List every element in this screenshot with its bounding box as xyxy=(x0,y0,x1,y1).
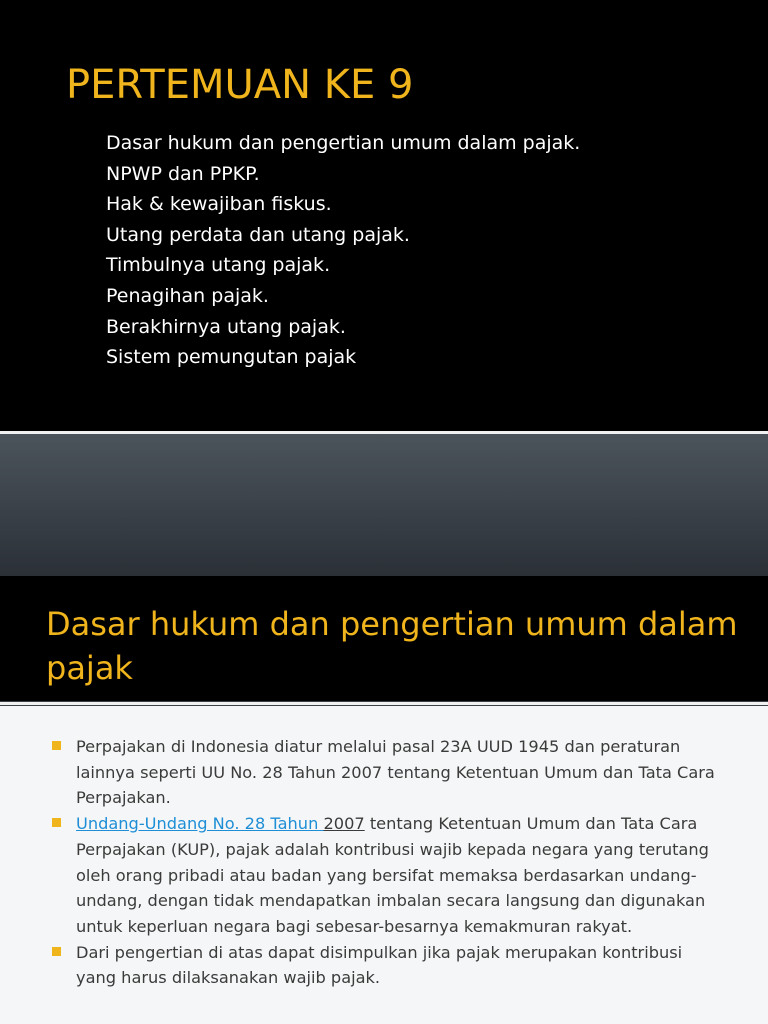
topic-item: Hak & kewajiban fiskus. xyxy=(106,193,332,216)
bullet-item xyxy=(0,734,716,811)
bullet-list xyxy=(0,734,716,991)
slide-gap-band xyxy=(0,434,768,576)
topic-item: Sistem pemungutan pajak xyxy=(106,346,357,369)
topic-item: Penagihan pajak. xyxy=(106,284,269,307)
topic-item: Dasar hukum dan pengertian umum dalam pajak. xyxy=(106,132,581,154)
bullet-square-icon xyxy=(52,818,61,827)
slide-title: PERTEMUAN KE 9 xyxy=(66,62,414,108)
bullet-square-icon xyxy=(52,947,61,956)
topic-item: Berakhirnya utang pajak. xyxy=(106,315,346,338)
uu-28-link[interactable]: Undang-Undang No. 28 Tahun xyxy=(76,814,324,834)
slide-dasar-hukum-header xyxy=(0,576,768,701)
topic-item: Timbulnya utang pajak. xyxy=(106,254,331,277)
bullet-item xyxy=(0,940,716,991)
bullet-item xyxy=(0,811,716,940)
slide-divider xyxy=(0,702,768,705)
slide-title: Dasar hukum dan pengertian umum dalam pajak xyxy=(46,605,738,687)
bullet-text: Perpajakan di Indonesia diatur melalui pasal 23A UUD 1945 dan peraturan lainnya seperti UU No. 28 Tahun 2007 tentang Ketentuan Umum dan Tata Cara Perpajakan. xyxy=(76,737,715,808)
slide-pertemuan-ke-9 xyxy=(0,0,768,431)
bullet-text: Dari pengertian di atas dapat disimpulkan jika pajak merupakan kontribusi yang harus dilaksanakan wajib pajak. xyxy=(76,942,683,988)
uu-year-text: 2007 xyxy=(323,814,365,834)
bullet-text: tentang Ketentuan Umum dan Tata Cara Perpajakan (KUP), pajak adalah kontribusi wajib kepada negara yang terutang oleh orang pribadi atau badan yang bersifat memaksa berdasarkan undang-undang, dengan tidak mendapatkan imbalan secara langsung dan digunakan untuk keperluan negara bagi sebesar-besarnya kemakmuran rakyat. xyxy=(76,814,709,936)
topic-list xyxy=(106,128,580,373)
topic-item: Utang perdata dan utang pajak. xyxy=(106,223,410,246)
bullet-square-icon xyxy=(52,741,61,750)
slide-dasar-hukum-body xyxy=(0,706,768,1024)
topic-item: NPWP dan PPKP. xyxy=(106,162,260,185)
